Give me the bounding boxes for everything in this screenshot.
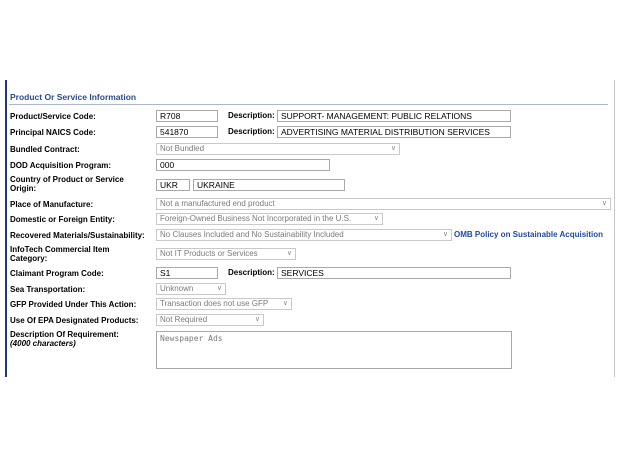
section-divider	[9, 104, 608, 105]
epa-select[interactable]	[156, 314, 264, 326]
requirement-row	[7, 329, 615, 373]
bundled-select[interactable]	[156, 143, 400, 155]
gfp-value: Transaction does not use GFP	[160, 299, 269, 308]
bundled-row	[7, 143, 615, 157]
gfp-select[interactable]	[156, 298, 292, 310]
sea-value: Unknown	[160, 284, 194, 293]
country-label-line2: Origin:	[10, 184, 37, 193]
infotech-label-line1: InfoTech Commercial Item	[10, 245, 110, 254]
dod-input[interactable]: 000	[156, 159, 330, 171]
psc-description-label: Description:	[228, 111, 275, 120]
country-name-input[interactable]: UKRAINE	[193, 179, 345, 191]
gfp-label: GFP Provided Under This Action:	[10, 300, 137, 309]
dod-row	[7, 159, 615, 173]
place-row	[7, 198, 615, 212]
claimant-description-label: Description:	[228, 268, 275, 277]
psc-label: Product/Service Code:	[10, 112, 96, 121]
chevron-down-icon: ∨	[442, 231, 448, 238]
place-select[interactable]	[156, 198, 611, 210]
psc-code-input[interactable]: R708	[156, 110, 218, 122]
omb-policy-link[interactable]: OMB Policy on Sustainable Acquisition	[454, 230, 604, 239]
naics-label: Principal NAICS Code:	[10, 128, 96, 137]
naics-code-input[interactable]: 541870	[156, 126, 218, 138]
country-label-line1: Country of Product or Service	[10, 175, 124, 184]
naics-description-input[interactable]: ADVERTISING MATERIAL DISTRIBUTION SERVICES	[277, 126, 511, 138]
sea-row	[7, 283, 615, 297]
epa-label: Use Of EPA Designated Products:	[10, 316, 139, 325]
claimant-description-input[interactable]: SERVICES	[277, 267, 511, 279]
chevron-down-icon: ∨	[282, 300, 288, 307]
entity-value: Foreign-Owned Business Not Incorporated in the U.S.	[160, 214, 352, 223]
epa-row	[7, 314, 615, 328]
epa-value: Not Required	[160, 315, 208, 324]
requirement-textarea[interactable]: Newspaper Ads	[156, 331, 512, 369]
psc-description-input[interactable]: SUPPORT- MANAGEMENT: PUBLIC RELATIONS	[277, 110, 511, 122]
chevron-down-icon: ∨	[254, 316, 260, 323]
requirement-char-limit: (4000 characters)	[10, 339, 76, 348]
country-label	[10, 175, 124, 193]
infotech-label	[10, 245, 109, 263]
section-title: Product Or Service Information	[10, 92, 137, 102]
chevron-down-icon: ∨	[373, 215, 379, 222]
bundled-label: Bundled Contract:	[10, 145, 80, 154]
place-value: Not a manufactured end product	[160, 199, 275, 208]
chevron-down-icon: ∨	[286, 250, 292, 257]
place-label: Place of Manufacture:	[10, 200, 94, 209]
gfp-row	[7, 298, 615, 312]
chevron-down-icon: ∨	[390, 145, 396, 152]
claimant-code-input[interactable]: S1	[156, 267, 218, 279]
requirement-label-line1: Description Of Requirement:	[10, 330, 119, 339]
country-row	[7, 175, 615, 195]
infotech-select[interactable]	[156, 248, 296, 260]
product-service-panel	[5, 80, 615, 377]
claimant-label: Claimant Program Code:	[10, 269, 104, 278]
country-code-input[interactable]: UKR	[156, 179, 190, 191]
claimant-row	[7, 267, 615, 281]
naics-row	[7, 126, 615, 140]
naics-description-label: Description:	[228, 127, 275, 136]
bundled-value: Not Bundled	[160, 144, 205, 153]
sea-label: Sea Transportation:	[10, 285, 86, 294]
infotech-value: Not IT Products or Services	[160, 249, 258, 258]
dod-label: DOD Acquisition Program:	[10, 161, 112, 170]
recovered-value: No Clauses Included and No Sustainability Included	[160, 230, 344, 239]
entity-row	[7, 213, 615, 227]
recovered-label: Recovered Materials/Sustainability:	[10, 231, 145, 240]
requirement-label	[10, 330, 119, 348]
sea-select[interactable]	[156, 283, 226, 295]
chevron-down-icon: ∨	[216, 285, 222, 292]
infotech-label-line2: Category:	[10, 254, 48, 263]
recovered-row	[7, 229, 615, 243]
entity-select[interactable]	[156, 213, 383, 225]
entity-label: Domestic or Foreign Entity:	[10, 215, 115, 224]
chevron-down-icon: ∨	[601, 200, 607, 207]
psc-row	[7, 110, 615, 124]
recovered-select[interactable]	[156, 229, 452, 241]
infotech-row	[7, 245, 615, 265]
